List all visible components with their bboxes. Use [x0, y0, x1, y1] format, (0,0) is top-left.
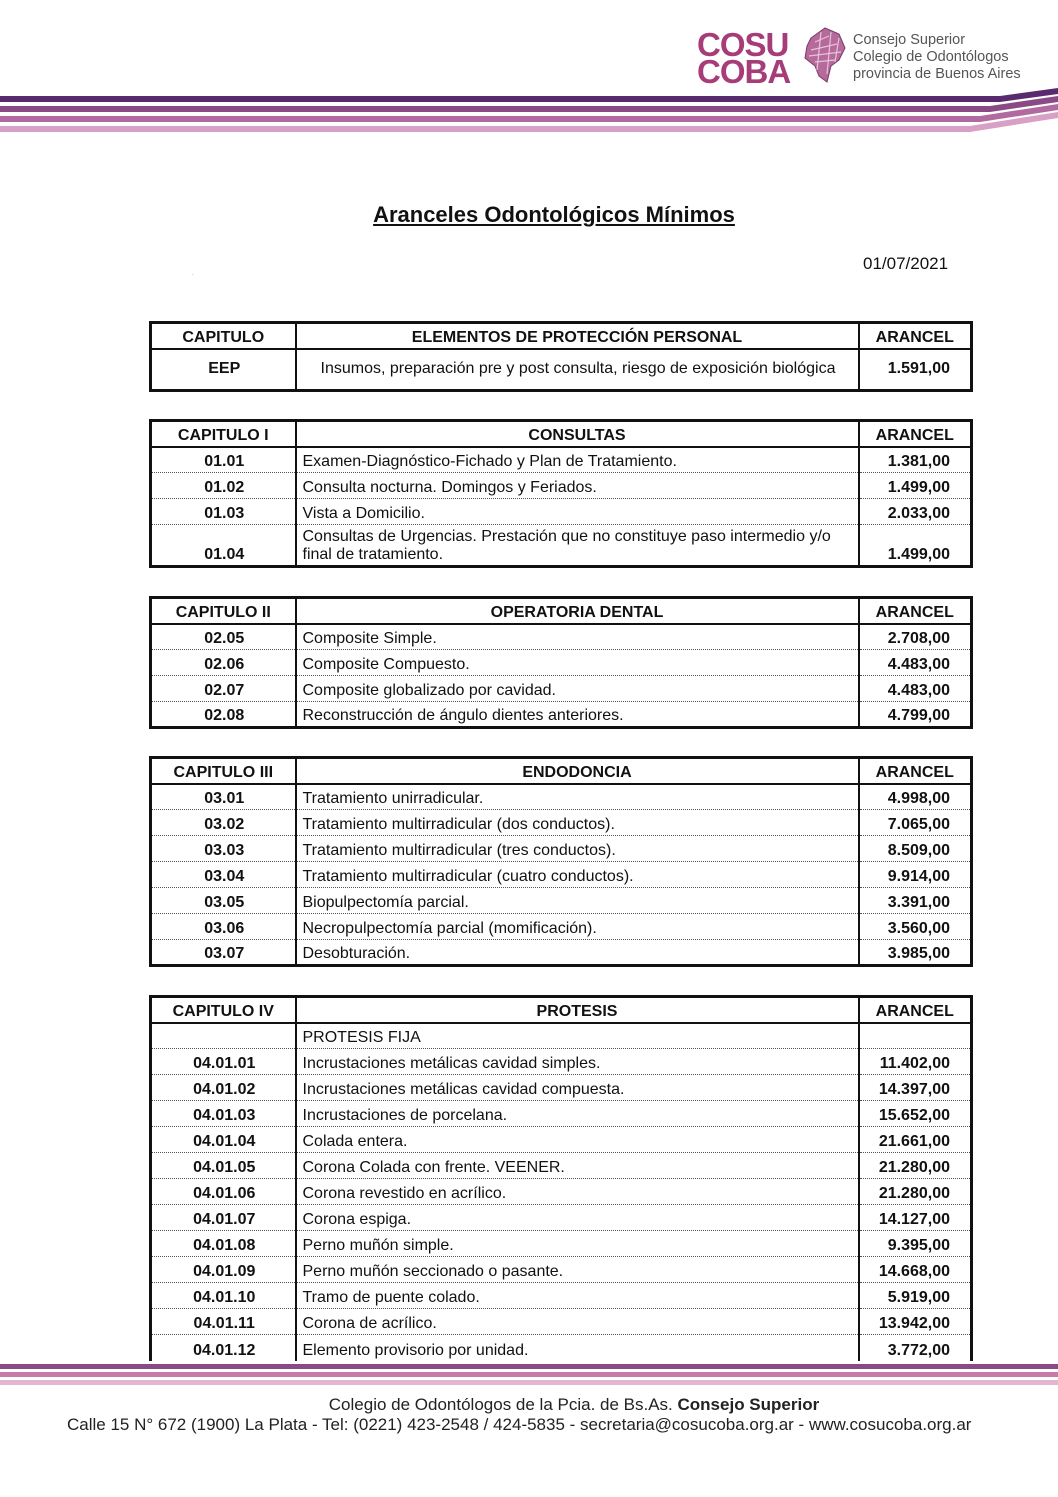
- row-code: 03.03: [151, 836, 296, 862]
- row-price: 3.560,00: [859, 914, 972, 940]
- tooth-map-emblem-icon: [801, 26, 847, 86]
- row-description: Tramo de puente colado.: [296, 1283, 859, 1309]
- row-code: 03.06: [151, 914, 296, 940]
- row-code: 02.05: [151, 624, 296, 650]
- row-code: 03.02: [151, 810, 296, 836]
- row-price: 15.652,00: [859, 1101, 972, 1127]
- header-arancel: ARANCEL: [859, 323, 972, 349]
- table-row: [151, 1309, 972, 1335]
- table-row: [151, 784, 972, 810]
- row-code: 01.04: [151, 525, 296, 567]
- header-section: ENDODONCIA: [296, 758, 859, 784]
- org-line-3: provincia de Buenos Aires: [853, 66, 1021, 82]
- row-description: Composite globalizado por cavidad.: [296, 676, 859, 702]
- row-price: 13.942,00: [859, 1309, 972, 1335]
- row-code: 01.01: [151, 447, 296, 473]
- row-price: 9.914,00: [859, 862, 972, 888]
- table-row: [151, 349, 972, 391]
- footer-contact-line: Calle 15 N° 672 (1900) La Plata - Tel: (0221) 423-2548 / 424-5835 - secretaria@cosucoba.org.ar - www.cosucoba.org.ar: [67, 1415, 972, 1434]
- org-name: [853, 32, 1021, 83]
- header-capitulo: CAPITULO IV: [151, 997, 296, 1023]
- row-price: 7.065,00: [859, 810, 972, 836]
- row-price: 14.397,00: [859, 1075, 972, 1101]
- footer-org-name: Colegio de Odontólogos de la Pcia. de Bs.As.: [328, 1395, 673, 1414]
- row-code: 04.01.08: [151, 1231, 296, 1257]
- row-description: Tratamiento multirradicular (dos conductos).: [296, 810, 859, 836]
- row-price: 1.499,00: [859, 525, 972, 567]
- table-row: [151, 676, 972, 702]
- row-code: 03.04: [151, 862, 296, 888]
- header-stripes: [0, 84, 1058, 140]
- table-row: [151, 862, 972, 888]
- stray-mark: .: [192, 271, 194, 277]
- row-description: Corona Colada con frente. VEENER.: [296, 1153, 859, 1179]
- table-row: [151, 499, 972, 525]
- footer-org-bold: Consejo Superior: [677, 1395, 820, 1414]
- table-row: [151, 1205, 972, 1231]
- table-row: [151, 836, 972, 862]
- header-capitulo: CAPITULO II: [151, 598, 296, 624]
- table-row: [151, 1049, 972, 1075]
- row-price: 9.395,00: [859, 1231, 972, 1257]
- row-price: 5.919,00: [859, 1283, 972, 1309]
- table-header-row: [151, 997, 972, 1023]
- row-code: 02.06: [151, 650, 296, 676]
- row-code: [151, 1023, 296, 1049]
- row-description: Composite Compuesto.: [296, 650, 859, 676]
- table-endodoncia: [149, 756, 973, 967]
- row-code: 02.08: [151, 702, 296, 728]
- footer-stripes: [0, 1360, 1058, 1400]
- row-description: Biopulpectomía parcial.: [296, 888, 859, 914]
- header-arancel: ARANCEL: [859, 758, 972, 784]
- row-code: 04.01.09: [151, 1257, 296, 1283]
- page-title: Aranceles Odontológicos Mínimos: [373, 202, 735, 227]
- row-code: 04.01.12: [151, 1335, 296, 1361]
- header-section: CONSULTAS: [296, 421, 859, 447]
- row-description: Incrustaciones de porcelana.: [296, 1101, 859, 1127]
- table-row: [151, 1231, 972, 1257]
- row-description: Tratamiento multirradicular (cuatro conductos).: [296, 862, 859, 888]
- header-section: OPERATORIA DENTAL: [296, 598, 859, 624]
- row-code: 03.05: [151, 888, 296, 914]
- row-price: 1.381,00: [859, 447, 972, 473]
- table-row: [151, 525, 972, 567]
- row-description: Tratamiento unirradicular.: [296, 784, 859, 810]
- row-description: Colada entera.: [296, 1127, 859, 1153]
- row-description: Necropulpectomía parcial (momificación).: [296, 914, 859, 940]
- logo-coba-text: COBA: [697, 53, 791, 90]
- table-row: [151, 1127, 972, 1153]
- row-price: 3.391,00: [859, 888, 972, 914]
- row-price: 1.499,00: [859, 473, 972, 499]
- row-price: 4.799,00: [859, 702, 972, 728]
- table-row: [151, 1335, 972, 1361]
- table-row: [151, 1257, 972, 1283]
- row-description: Examen-Diagnóstico-Fichado y Plan de Tratamiento.: [296, 447, 859, 473]
- table-row: [151, 702, 972, 728]
- row-price: 21.280,00: [859, 1153, 972, 1179]
- row-description: Reconstrucción de ángulo dientes anteriores.: [296, 702, 859, 728]
- header-capitulo: CAPITULO III: [151, 758, 296, 784]
- row-code: 04.01.05: [151, 1153, 296, 1179]
- table-row: [151, 447, 972, 473]
- row-description: Corona de acrílico.: [296, 1309, 859, 1335]
- table-operatoria-dental: [149, 596, 973, 729]
- cosucoba-logo: [697, 26, 1021, 90]
- table-header-row: [151, 598, 972, 624]
- table-row: [151, 1075, 972, 1101]
- row-code: 04.01.07: [151, 1205, 296, 1231]
- row-code: 02.07: [151, 676, 296, 702]
- row-description: Perno muñón seccionado o pasante.: [296, 1257, 859, 1283]
- row-code: 04.01.10: [151, 1283, 296, 1309]
- org-line-1: Consejo Superior: [853, 32, 966, 48]
- row-code: EEP: [151, 349, 296, 391]
- logo-cosu-text: COSU: [697, 26, 789, 63]
- row-description: Consultas de Urgencias. Prestación que no constituye paso intermedio y/o final de tratamiento.: [296, 525, 859, 567]
- row-price: 4.998,00: [859, 784, 972, 810]
- table-row: [151, 914, 972, 940]
- row-price: 14.127,00: [859, 1205, 972, 1231]
- table-consultas: [149, 419, 973, 568]
- row-code: 01.02: [151, 473, 296, 499]
- row-description: Incrustaciones metálicas cavidad compuesta.: [296, 1075, 859, 1101]
- row-price: 11.402,00: [859, 1049, 972, 1075]
- table-row: [151, 650, 972, 676]
- header-arancel: ARANCEL: [859, 598, 972, 624]
- row-description: Corona revestido en acrílico.: [296, 1179, 859, 1205]
- table-eep: [149, 321, 973, 392]
- table-row: [151, 1153, 972, 1179]
- table-row: [151, 940, 972, 966]
- row-code: 04.01.03: [151, 1101, 296, 1127]
- table-row: [151, 1179, 972, 1205]
- row-code: 04.01.01: [151, 1049, 296, 1075]
- table-protesis: [149, 995, 973, 1361]
- table-row: [151, 1283, 972, 1309]
- row-code: 04.01.02: [151, 1075, 296, 1101]
- row-description: Tratamiento multirradicular (tres conductos).: [296, 836, 859, 862]
- row-code: 03.07: [151, 940, 296, 966]
- row-price: 4.483,00: [859, 676, 972, 702]
- table-header-row: [151, 421, 972, 447]
- footer-org-line: [0, 1395, 1058, 1415]
- row-description: Elemento provisorio por unidad.: [296, 1335, 859, 1361]
- row-price: 3.772,00: [859, 1335, 972, 1361]
- header-arancel: ARANCEL: [859, 421, 972, 447]
- row-price: 2.708,00: [859, 624, 972, 650]
- row-code: 04.01.11: [151, 1309, 296, 1335]
- row-description: Desobturación.: [296, 940, 859, 966]
- row-price: 8.509,00: [859, 836, 972, 862]
- table-row: [151, 810, 972, 836]
- row-description: Perno muñón simple.: [296, 1231, 859, 1257]
- table-header-row: [151, 323, 972, 349]
- org-line-2: Colegio de Odontólogos: [853, 49, 1009, 65]
- row-code: 01.03: [151, 499, 296, 525]
- row-description: Vista a Domicilio.: [296, 499, 859, 525]
- row-description: Incrustaciones metálicas cavidad simples.: [296, 1049, 859, 1075]
- table-row: [151, 888, 972, 914]
- row-price: 21.661,00: [859, 1127, 972, 1153]
- row-description: Consulta nocturna. Domingos y Feriados.: [296, 473, 859, 499]
- row-price: 2.033,00: [859, 499, 972, 525]
- row-price: 14.668,00: [859, 1257, 972, 1283]
- subsection-label: PROTESIS FIJA: [296, 1023, 859, 1049]
- header-section: PROTESIS: [296, 997, 859, 1023]
- document-date: 01/07/2021: [863, 254, 949, 273]
- row-code: 04.01.04: [151, 1127, 296, 1153]
- row-code: 03.01: [151, 784, 296, 810]
- row-price: [859, 1023, 972, 1049]
- table-row: [151, 624, 972, 650]
- row-price: 3.985,00: [859, 940, 972, 966]
- header-section: ELEMENTOS DE PROTECCIÓN PERSONAL: [296, 323, 859, 349]
- row-code: 04.01.06: [151, 1179, 296, 1205]
- table-subheader-row: [151, 1023, 972, 1049]
- header-capitulo: CAPITULO: [151, 323, 296, 349]
- row-description: Composite Simple.: [296, 624, 859, 650]
- table-row: [151, 473, 972, 499]
- header-arancel: ARANCEL: [859, 997, 972, 1023]
- header-capitulo: CAPITULO I: [151, 421, 296, 447]
- table-row: [151, 1101, 972, 1127]
- row-description: Corona espiga.: [296, 1205, 859, 1231]
- table-header-row: [151, 758, 972, 784]
- row-description: Insumos, preparación pre y post consulta, riesgo de exposición biológica: [296, 349, 859, 391]
- row-price: 21.280,00: [859, 1179, 972, 1205]
- row-price: 1.591,00: [859, 349, 972, 391]
- row-price: 4.483,00: [859, 650, 972, 676]
